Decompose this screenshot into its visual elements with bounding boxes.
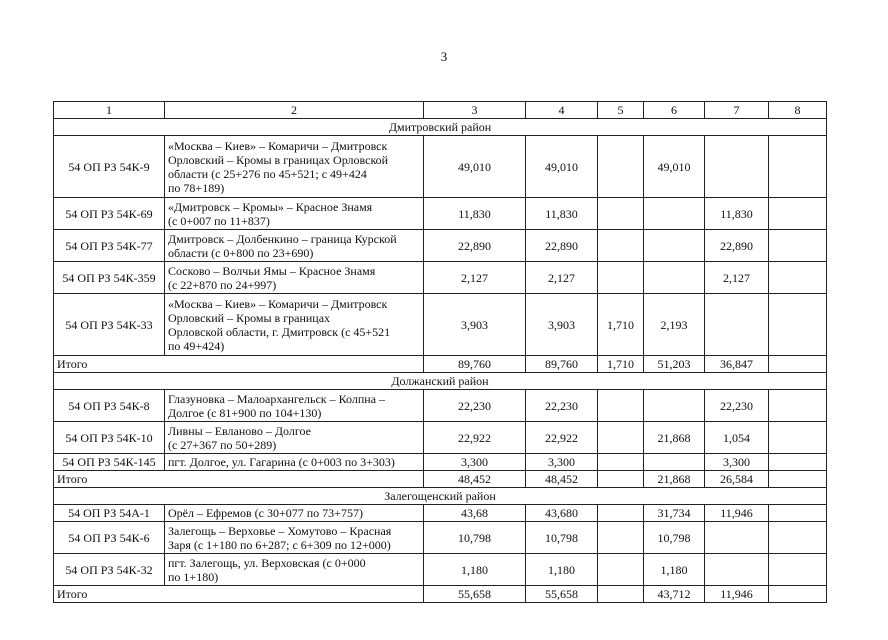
value-cell-c4: 22,890 — [526, 230, 598, 262]
total-label: Итого — [54, 356, 424, 373]
value-cell-c6 — [644, 454, 705, 471]
table-row — [54, 294, 827, 356]
road-name-line: Глазуновка – Малоархангельск – Колпна – — [168, 391, 386, 406]
road-name — [165, 454, 424, 471]
road-name-line: пгт. Долгое, ул. Гагарина (с 0+003 по 3+303) — [168, 455, 395, 469]
header-cell: 1 — [54, 102, 165, 119]
road-name — [165, 554, 424, 586]
table-row — [54, 230, 827, 262]
road-name-line: по 1+180) — [168, 569, 219, 584]
value-cell-c7: 22,890 — [705, 230, 769, 262]
total-value-c6: 21,868 — [644, 471, 705, 488]
road-name-line: области (с 0+800 по 23+690) — [168, 245, 314, 260]
district-name: Дмитровский район — [54, 119, 827, 136]
value-cell-c7 — [705, 294, 769, 356]
total-value-c3: 89,760 — [424, 356, 526, 373]
value-cell-c7: 11,946 — [705, 505, 769, 522]
value-cell-c6: 2,193 — [644, 294, 705, 356]
value-cell-c7: 2,127 — [705, 262, 769, 294]
value-cell-c6 — [644, 230, 705, 262]
road-name-line: (с 0+007 по 11+837) — [168, 213, 270, 228]
value-cell-c6 — [644, 390, 705, 422]
total-value-c4: 55,658 — [526, 586, 598, 603]
value-cell-c3: 22,230 — [424, 390, 526, 422]
road-name — [165, 294, 424, 356]
table-row — [54, 505, 827, 522]
value-cell-c8 — [769, 390, 827, 422]
road-id: 54 ОП РЗ 54К-359 — [54, 262, 165, 294]
value-cell-c5 — [598, 390, 644, 422]
header-cell: 2 — [165, 102, 424, 119]
value-cell-c4: 43,680 — [526, 505, 598, 522]
value-cell-c5 — [598, 136, 644, 198]
total-value-c5: 1,710 — [598, 356, 644, 373]
road-name-line: Долгое (с 81+900 по 104+130) — [168, 405, 322, 420]
district-header-row — [54, 119, 827, 136]
value-cell-c4: 22,230 — [526, 390, 598, 422]
roads-table — [53, 101, 827, 603]
total-value-c5 — [598, 586, 644, 603]
road-id: 54 ОП РЗ 54К-69 — [54, 198, 165, 230]
total-value-c8 — [769, 471, 827, 488]
total-value-c7: 36,847 — [705, 356, 769, 373]
value-cell-c4: 10,798 — [526, 522, 598, 554]
value-cell-c5 — [598, 230, 644, 262]
value-cell-c7: 1,054 — [705, 422, 769, 454]
value-cell-c3: 3,903 — [424, 294, 526, 356]
value-cell-c8 — [769, 505, 827, 522]
total-value-c3: 55,658 — [424, 586, 526, 603]
value-cell-c4: 22,922 — [526, 422, 598, 454]
value-cell-c7: 3,300 — [705, 454, 769, 471]
total-value-c6: 51,203 — [644, 356, 705, 373]
value-cell-c8 — [769, 454, 827, 471]
road-name-line: (с 22+870 по 24+997) — [168, 277, 277, 292]
value-cell-c5 — [598, 422, 644, 454]
road-name-line: Заря (с 1+180 по 6+287; с 6+309 по 12+000) — [168, 537, 391, 552]
road-name-line: Орёл – Ефремов (с 30+077 по 73+757) — [168, 506, 363, 520]
road-id: 54 ОП РЗ 54К-9 — [54, 136, 165, 198]
district-name: Залегощенский район — [54, 488, 827, 505]
table-row — [54, 522, 827, 554]
value-cell-c7: 11,830 — [705, 198, 769, 230]
district-header-row — [54, 373, 827, 390]
value-cell-c5 — [598, 454, 644, 471]
total-row — [54, 586, 827, 603]
value-cell-c7 — [705, 522, 769, 554]
road-name-line: Залегощь – Верховье – Хомутово – Красная — [168, 523, 392, 538]
table-row — [54, 422, 827, 454]
road-name — [165, 230, 424, 262]
value-cell-c3: 10,798 — [424, 522, 526, 554]
road-name-line: Орловский – Кромы в границах Орловской — [168, 152, 389, 167]
value-cell-c5 — [598, 522, 644, 554]
total-value-c6: 43,712 — [644, 586, 705, 603]
value-cell-c6: 31,734 — [644, 505, 705, 522]
road-id: 54 ОП РЗ 54К-77 — [54, 230, 165, 262]
header-cell: 7 — [705, 102, 769, 119]
value-cell-c6: 49,010 — [644, 136, 705, 198]
total-value-c7: 11,946 — [705, 586, 769, 603]
total-label: Итого — [54, 586, 424, 603]
value-cell-c3: 11,830 — [424, 198, 526, 230]
table-row — [54, 262, 827, 294]
value-cell-c3: 1,180 — [424, 554, 526, 586]
total-value-c8 — [769, 356, 827, 373]
value-cell-c5 — [598, 262, 644, 294]
road-name — [165, 262, 424, 294]
road-name — [165, 422, 424, 454]
value-cell-c5: 1,710 — [598, 294, 644, 356]
value-cell-c6 — [644, 198, 705, 230]
value-cell-c3: 2,127 — [424, 262, 526, 294]
road-id: 54 ОП РЗ 54К-32 — [54, 554, 165, 586]
road-name-line: Сосково – Волчьи Ямы – Красное Знамя — [168, 263, 376, 278]
table-row — [54, 198, 827, 230]
road-name-line: «Дмитровск – Кромы» – Красное Знамя — [168, 199, 373, 214]
header-row — [54, 102, 827, 119]
road-id: 54 ОП РЗ 54К-33 — [54, 294, 165, 356]
total-value-c7: 26,584 — [705, 471, 769, 488]
value-cell-c7 — [705, 554, 769, 586]
total-row — [54, 356, 827, 373]
value-cell-c3: 49,010 — [424, 136, 526, 198]
road-name-line: Орловский – Кромы в границах — [168, 310, 331, 325]
value-cell-c8 — [769, 554, 827, 586]
value-cell-c8 — [769, 136, 827, 198]
value-cell-c6 — [644, 262, 705, 294]
value-cell-c8 — [769, 522, 827, 554]
total-label: Итого — [54, 471, 424, 488]
value-cell-c8 — [769, 294, 827, 356]
value-cell-c3: 22,890 — [424, 230, 526, 262]
road-name-line: по 49+424) — [168, 338, 225, 353]
road-name — [165, 136, 424, 198]
road-name-line: (с 27+367 по 50+289) — [168, 437, 277, 452]
value-cell-c5 — [598, 505, 644, 522]
value-cell-c3: 3,300 — [424, 454, 526, 471]
value-cell-c8 — [769, 262, 827, 294]
table-row — [54, 390, 827, 422]
road-name — [165, 505, 424, 522]
value-cell-c4: 3,300 — [526, 454, 598, 471]
value-cell-c4: 3,903 — [526, 294, 598, 356]
road-name — [165, 198, 424, 230]
road-name-line: области (с 25+276 по 45+521; с 49+424 — [168, 166, 367, 181]
road-name-line: пгт. Залегощь, ул. Верховская (с 0+000 — [168, 555, 366, 570]
header-cell: 8 — [769, 102, 827, 119]
total-value-c8 — [769, 586, 827, 603]
table-row — [54, 136, 827, 198]
road-name-line: по 78+189) — [168, 180, 225, 195]
road-name-line: Орловской области, г. Дмитровск (с 45+521 — [168, 324, 391, 339]
value-cell-c8 — [769, 422, 827, 454]
header-cell: 4 — [526, 102, 598, 119]
value-cell-c5 — [598, 198, 644, 230]
road-name-line: Ливны – Евланово – Долгое — [168, 423, 311, 438]
road-name-line: «Москва – Киев» – Комаричи – Дмитровск — [168, 296, 388, 311]
value-cell-c6: 10,798 — [644, 522, 705, 554]
header-cell: 5 — [598, 102, 644, 119]
table-row — [54, 454, 827, 471]
road-name — [165, 390, 424, 422]
page-number: 3 — [440, 49, 448, 64]
value-cell-c7 — [705, 136, 769, 198]
district-name: Должанский район — [54, 373, 827, 390]
value-cell-c4: 1,180 — [526, 554, 598, 586]
header-cell: 6 — [644, 102, 705, 119]
table-row — [54, 554, 827, 586]
value-cell-c4: 49,010 — [526, 136, 598, 198]
total-value-c4: 89,760 — [526, 356, 598, 373]
value-cell-c4: 11,830 — [526, 198, 598, 230]
table-body — [54, 102, 827, 603]
value-cell-c8 — [769, 230, 827, 262]
value-cell-c8 — [769, 198, 827, 230]
value-cell-c7: 22,230 — [705, 390, 769, 422]
header-cell: 3 — [424, 102, 526, 119]
value-cell-c6: 1,180 — [644, 554, 705, 586]
value-cell-c5 — [598, 554, 644, 586]
road-id: 54 ОП РЗ 54К-6 — [54, 522, 165, 554]
total-row — [54, 471, 827, 488]
road-name — [165, 522, 424, 554]
road-name-line: «Москва – Киев» – Комаричи – Дмитровск — [168, 138, 388, 153]
total-value-c5 — [598, 471, 644, 488]
value-cell-c3: 43,68 — [424, 505, 526, 522]
district-header-row — [54, 488, 827, 505]
road-id: 54 ОП РЗ 54К-145 — [54, 454, 165, 471]
value-cell-c6: 21,868 — [644, 422, 705, 454]
value-cell-c3: 22,922 — [424, 422, 526, 454]
total-value-c4: 48,452 — [526, 471, 598, 488]
road-id: 54 ОП РЗ 54А-1 — [54, 505, 165, 522]
road-name-line: Дмитровск – Долбенкино – граница Курской — [168, 231, 397, 246]
road-id: 54 ОП РЗ 54К-10 — [54, 422, 165, 454]
value-cell-c4: 2,127 — [526, 262, 598, 294]
road-id: 54 ОП РЗ 54К-8 — [54, 390, 165, 422]
total-value-c3: 48,452 — [424, 471, 526, 488]
